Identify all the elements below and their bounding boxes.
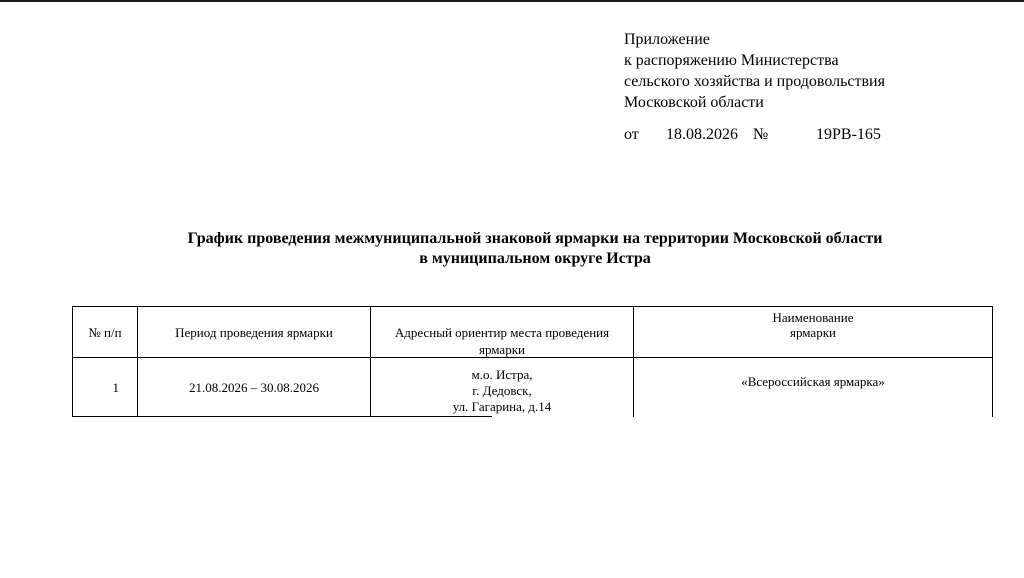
header-period [138, 325, 370, 340]
row-name-cell [634, 374, 992, 389]
order-number: 19РВ-165 [816, 126, 881, 143]
header-address-line-1: Адресный ориентир места проведения [394, 325, 610, 340]
header-name [634, 310, 992, 340]
table-header-divider [72, 357, 993, 358]
appendix-line-1: Приложение [624, 31, 710, 48]
table-right-border [992, 306, 993, 417]
row-address-line-2: г. Дедовск, [472, 383, 532, 398]
title-line-1: График проведения межмуниципальной знаковой ярмарки на территории Московской области [187, 230, 883, 247]
header-num-text: № п/п [88, 325, 122, 340]
table-col-divider-1 [137, 306, 138, 417]
appendix-line-3: сельского хозяйства и продовольствия [624, 73, 885, 90]
header-num [73, 325, 137, 340]
row-address-line-3: ул. Гагарина, д.14 [452, 399, 552, 414]
header-name-line-2: ярмарки [790, 325, 836, 340]
row-period: 21.08.2026 – 30.08.2026 [189, 380, 319, 395]
row-name: «Всероссийская ярмарка» [741, 374, 885, 389]
row-period-cell [138, 380, 370, 395]
table-top-border [72, 306, 993, 307]
row-num: 1 [112, 380, 119, 395]
table-row [73, 380, 137, 395]
table-left-border [72, 306, 73, 417]
document-title [60, 229, 1010, 269]
from-label: от [624, 126, 639, 143]
order-date: 18.08.2026 [666, 126, 738, 143]
header-name-line-1: Наименование [772, 310, 854, 325]
header-period-text: Период проведения ярмарки [175, 325, 333, 340]
appendix-line-2: к распоряжению Министерства [624, 52, 839, 69]
table-bottom-border [72, 416, 492, 417]
appendix-header [624, 29, 885, 113]
row-address-line-1: м.о. Истра, [471, 367, 533, 382]
title-line-2: в муниципальном округе Истра [419, 250, 651, 267]
appendix-line-4: Московской области [624, 94, 764, 111]
number-sign: № [753, 126, 769, 143]
header-address-line-2: ярмарки [479, 342, 525, 357]
row-address-cell [371, 367, 633, 414]
top-border [0, 0, 1024, 2]
header-address [371, 325, 633, 357]
